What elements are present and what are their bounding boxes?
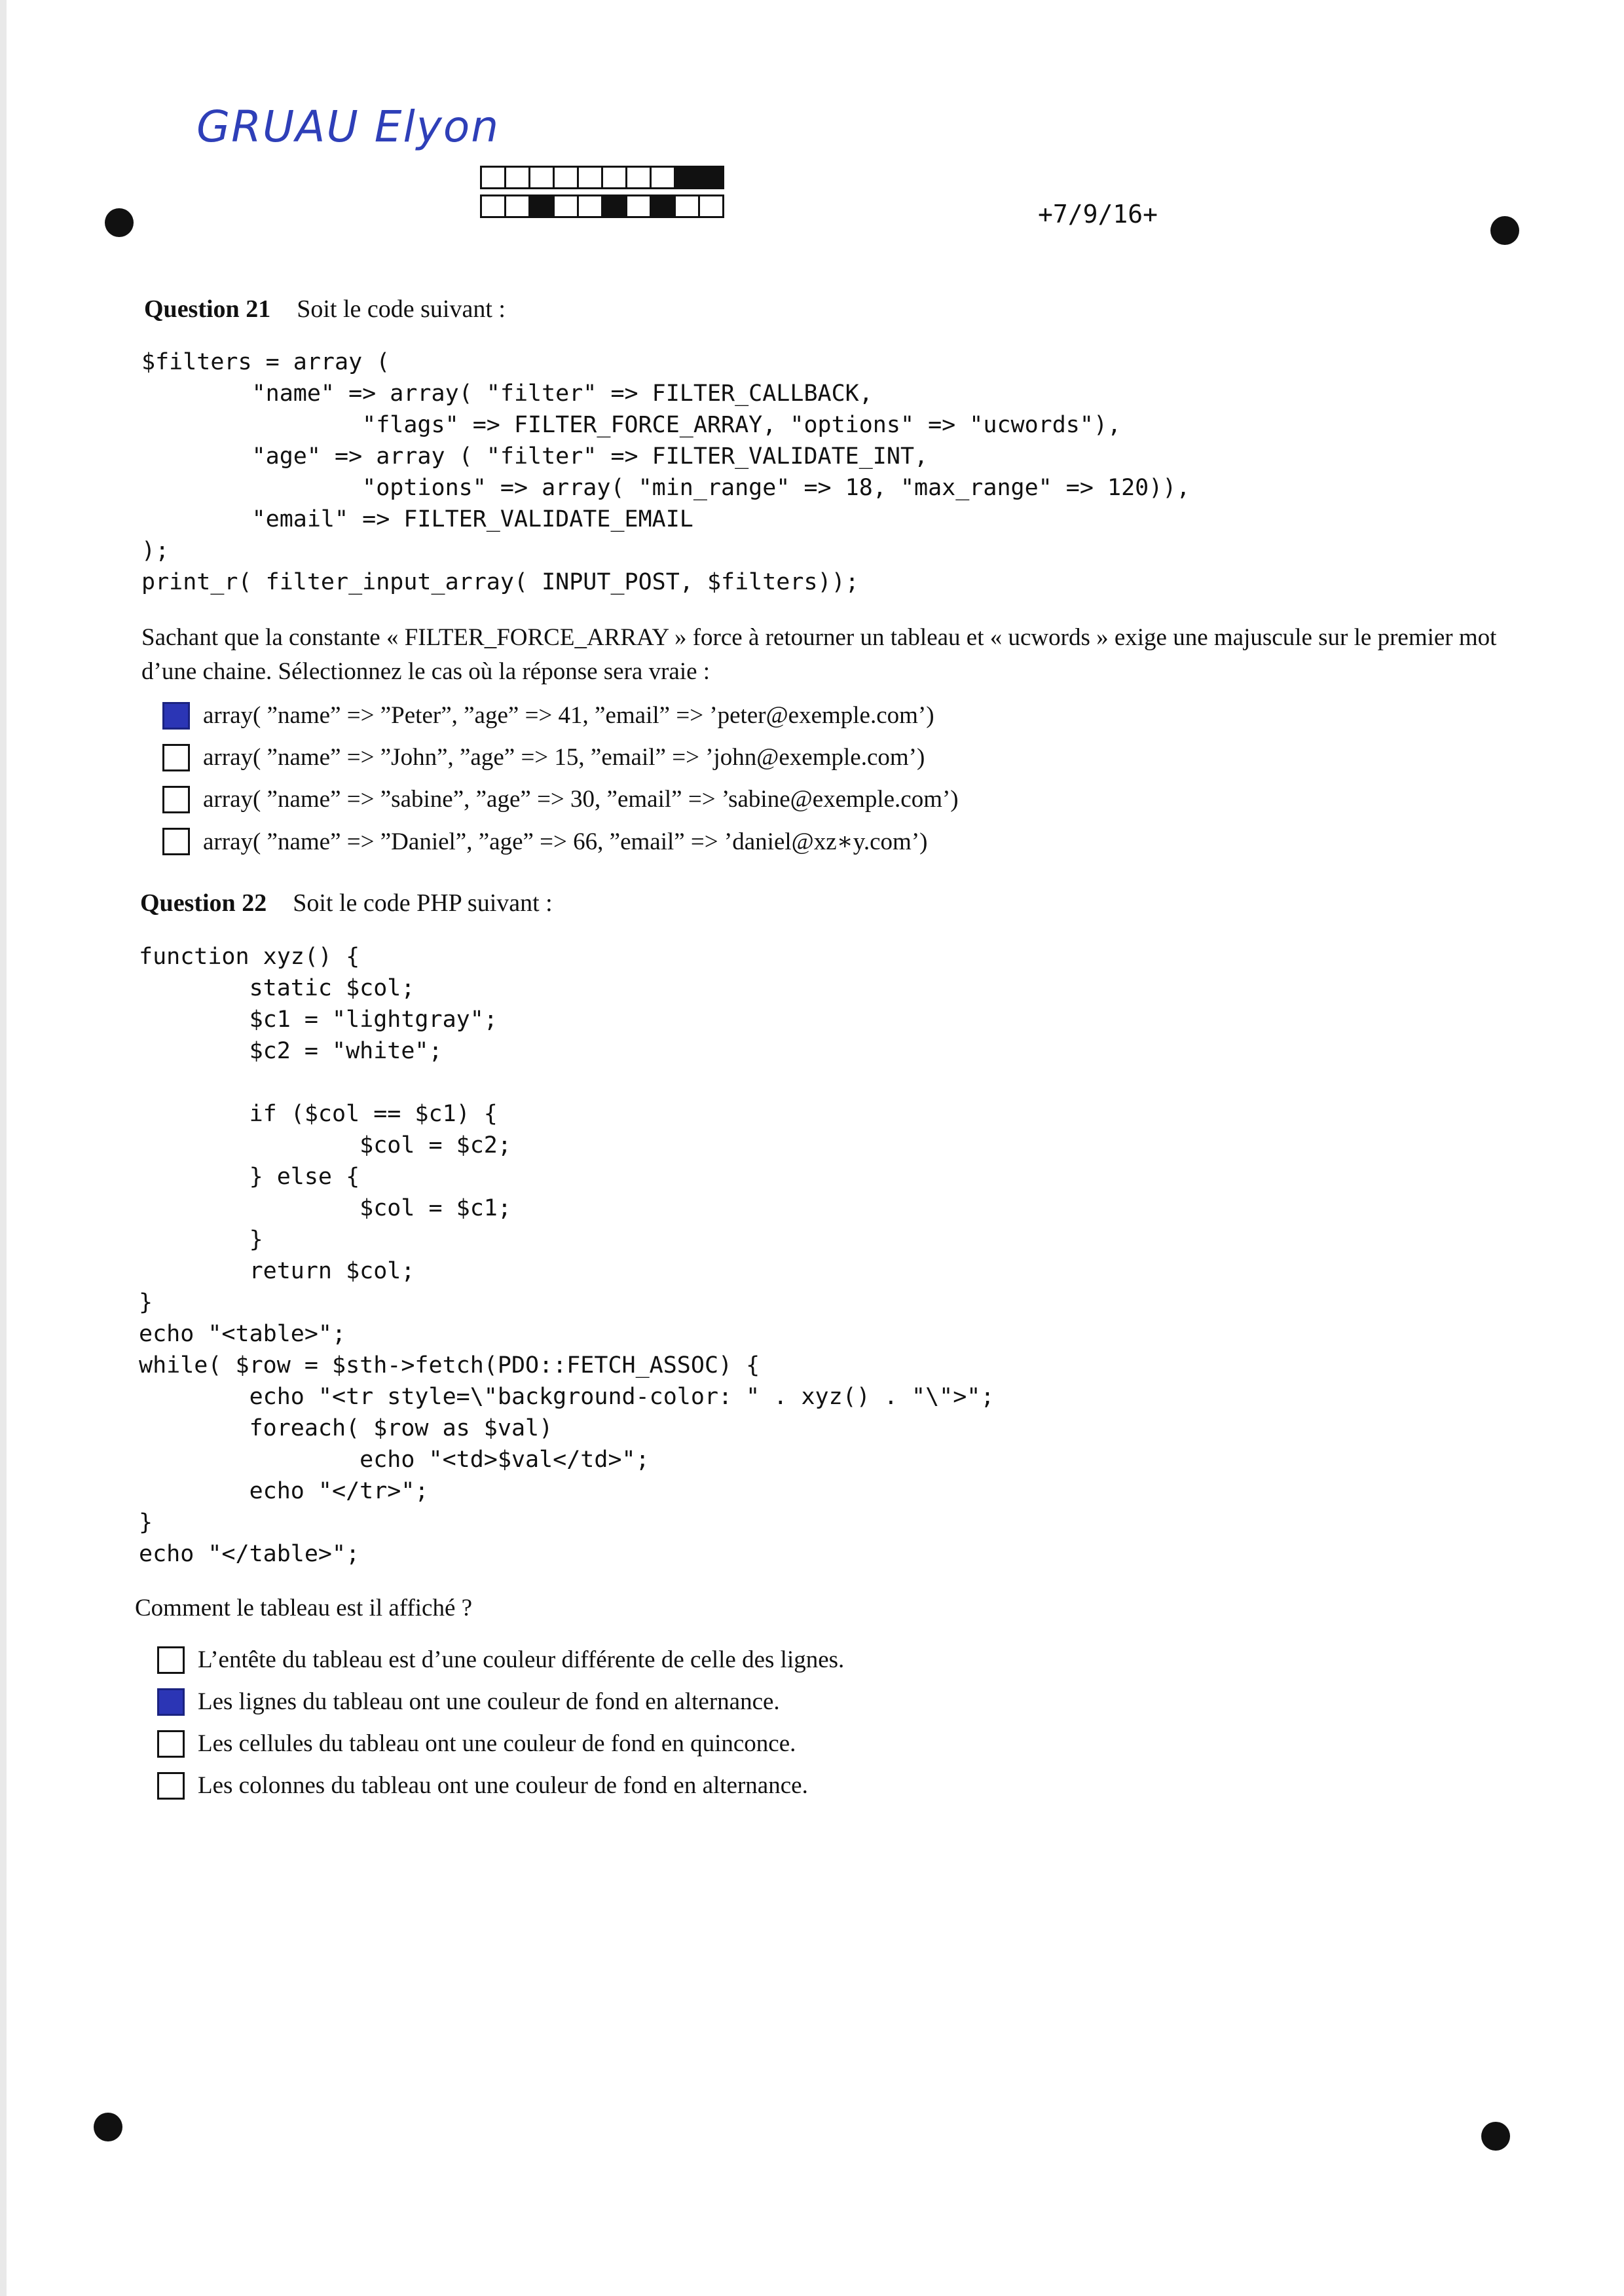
- checkbox[interactable]: [162, 786, 190, 813]
- question-22-code: function xyz() { static $col; $c1 = "lightgray"; $c2 = "white"; if ($col == $c1) { $col = $c2; } else { $col = $c1; } return $col; } echo "<table>"; while( $row = $sth->fetch(PDO::FETCH_ASSOC) { echo "<tr style=\"background-color: " . xyz() . "\">"; foreach( $row as $val) echo "<td>$val</td>"; echo "</tr>"; } echo "</table>";: [139, 944, 995, 1567]
- id-grid-cell: [650, 166, 676, 189]
- choice-label: array( ”name” => ”Peter”, ”age” => 41, ”email” => ’peter@exemple.com’): [203, 702, 934, 729]
- student-id-grid-row-2: [480, 194, 722, 218]
- question-21-intro: Soit le code suivant :: [297, 295, 506, 323]
- id-grid-cell: [504, 194, 530, 218]
- question-22-intro: Soit le code PHP suivant :: [293, 889, 553, 917]
- registration-mark-bottom-right: [1481, 2122, 1510, 2151]
- question-21-heading: [144, 295, 506, 324]
- choice-label: array( ”name” => ”Daniel”, ”age” => 66, ”email” => ’daniel@xz∗y.com’): [203, 828, 928, 855]
- question-21-choice-4[interactable]: [162, 827, 927, 856]
- question-22-choice-3[interactable]: [157, 1730, 796, 1758]
- id-grid-cell: [698, 166, 724, 189]
- checkbox[interactable]: [157, 1646, 185, 1674]
- id-grid-cell: [674, 194, 700, 218]
- id-grid-cell: [625, 166, 652, 189]
- checkbox[interactable]: [157, 1688, 185, 1716]
- checkbox[interactable]: [162, 828, 190, 855]
- choice-label: array( ”name” => ”John”, ”age” => 15, ”email” => ’john@exemple.com’): [203, 744, 925, 771]
- question-21-code: $filters = array ( "name" => array( "filter" => FILTER_CALLBACK, "flags" => FILTER_FORCE_ARRAY, "options" => "ucwords"), "age" => array ( "filter" => FILTER_VALIDATE_INT, "options" => array( "min_range" => 18, "max_range" => 120)), "email" => FILTER_VALIDATE_EMAIL ); print_r( filter_input_array( INPUT_POST, $filters));: [141, 349, 1190, 595]
- id-grid-cell: [601, 166, 627, 189]
- choice-label: array( ”name” => ”sabine”, ”age” => 30, ”email” => ’sabine@exemple.com’): [203, 786, 959, 813]
- page-code: +7/9/16+: [1038, 200, 1158, 229]
- question-22-choice-1[interactable]: [157, 1646, 844, 1674]
- choice-label: Les lignes du tableau ont une couleur de fond en alternance.: [198, 1688, 780, 1715]
- id-grid-cell: [601, 194, 627, 218]
- question-21-choice-2[interactable]: [162, 743, 925, 771]
- question-22-text: Comment le tableau est il affiché ?: [135, 1595, 473, 1621]
- question-21-choice-3[interactable]: [162, 785, 959, 813]
- checkbox[interactable]: [162, 744, 190, 771]
- id-grid-cell: [650, 194, 676, 218]
- id-grid-cell: [553, 194, 579, 218]
- id-grid-cell: [577, 194, 603, 218]
- question-21-label: Question 21: [144, 295, 271, 323]
- registration-mark-bottom-left: [94, 2113, 122, 2141]
- id-grid-cell: [698, 194, 724, 218]
- registration-mark-top-left: [105, 208, 134, 237]
- question-22-choice-4[interactable]: [157, 1771, 808, 1800]
- choice-label: L’entête du tableau est d’une couleur différente de celle des lignes.: [198, 1646, 845, 1673]
- checkbox[interactable]: [162, 702, 190, 730]
- id-grid-cell: [480, 166, 506, 189]
- id-grid-cell: [674, 166, 700, 189]
- id-grid-cell: [553, 166, 579, 189]
- checkbox[interactable]: [157, 1772, 185, 1800]
- page-edge: [0, 0, 7, 2296]
- id-grid-cell: [577, 166, 603, 189]
- question-22-label: Question 22: [140, 889, 267, 917]
- question-22-choice-2[interactable]: [157, 1688, 780, 1716]
- registration-mark-top-right: [1490, 216, 1519, 245]
- student-id-grid-row-1: [480, 166, 722, 189]
- handwritten-student-name: GRUAU Elyon: [196, 102, 500, 152]
- id-grid-cell: [528, 194, 555, 218]
- id-grid-cell: [480, 194, 506, 218]
- id-grid-cell: [528, 166, 555, 189]
- id-grid-cell: [504, 166, 530, 189]
- checkbox[interactable]: [157, 1730, 185, 1758]
- choice-label: Les colonnes du tableau ont une couleur de fond en alternance.: [198, 1772, 808, 1799]
- question-21-text: Sachant que la constante « FILTER_FORCE_ARRAY » force à retourner un tableau et « ucwords » exige une majuscule sur le premier mot d’une chaine. Sélectionnez le cas où la réponse sera vraie :: [141, 624, 1497, 685]
- question-22-heading: [140, 889, 553, 917]
- id-grid-cell: [625, 194, 652, 218]
- choice-label: Les cellules du tableau ont une couleur de fond en quinconce.: [198, 1730, 796, 1757]
- question-21-choice-1[interactable]: [162, 701, 934, 730]
